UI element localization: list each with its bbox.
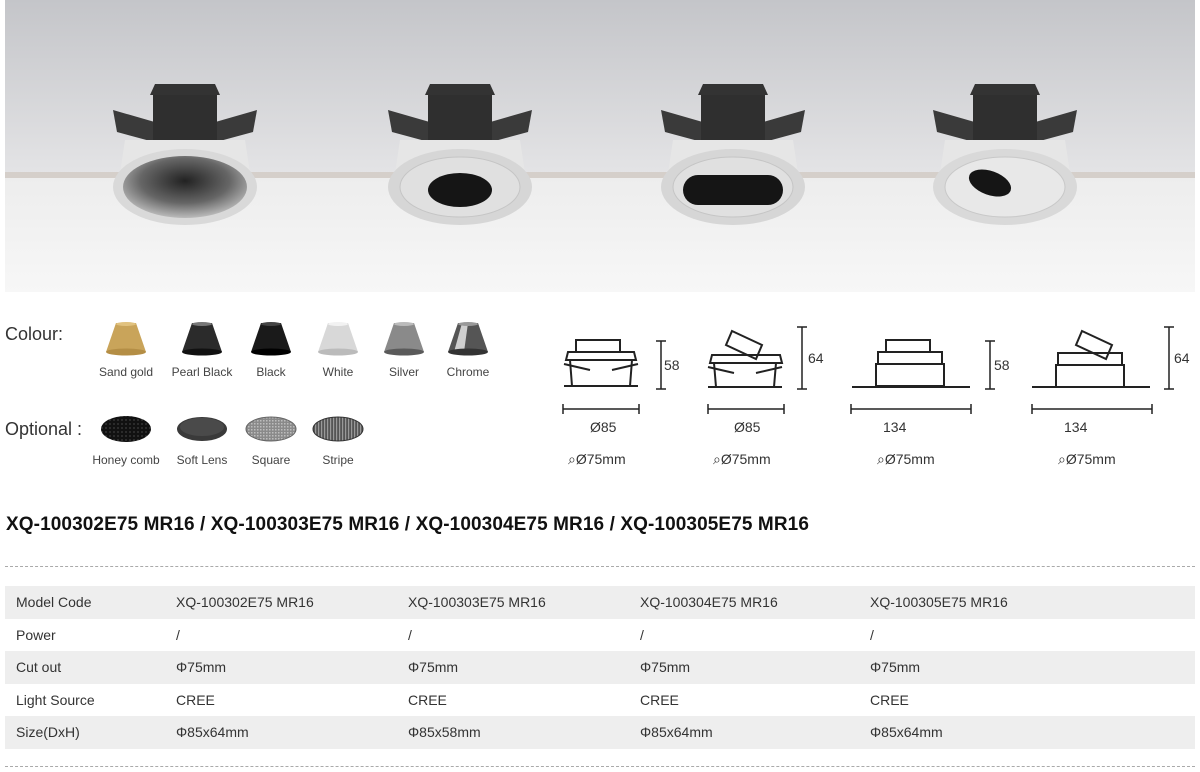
pearl-black-reflector-icon xyxy=(180,320,224,356)
cutout-row xyxy=(568,451,626,468)
cutout-value: Ø75mm xyxy=(720,451,771,467)
optional-stripe xyxy=(302,414,374,467)
optional-label: Optional : xyxy=(5,419,83,439)
colour-swatch-pearl-black xyxy=(170,320,234,379)
row-header: Model Code xyxy=(5,586,176,619)
table-cell: Φ75mm xyxy=(870,651,1195,684)
width-dimension-line xyxy=(1031,403,1153,415)
table-cell: Φ85x64mm xyxy=(176,716,408,749)
optional-label-text: Square xyxy=(251,453,291,467)
cutout-row xyxy=(1058,451,1116,468)
cutout-value: Ø75mm xyxy=(575,451,626,467)
table-cell: Φ85x58mm xyxy=(408,716,640,749)
table-row xyxy=(5,651,1195,684)
height-dimension-line xyxy=(796,326,808,390)
swatch-label: Silver xyxy=(388,365,419,379)
cutout-value: Ø75mm xyxy=(884,451,935,467)
colour-swatch-sand-gold xyxy=(94,320,158,379)
table-cell: XQ-100303E75 MR16 xyxy=(408,586,640,619)
soft-lens-icon xyxy=(176,414,228,444)
swatch-label: Black xyxy=(256,365,286,379)
width-value: Ø85 xyxy=(590,419,617,435)
table-cell: CREE xyxy=(640,691,679,708)
height-value: 58 xyxy=(994,357,1010,373)
drawing-2-outline xyxy=(704,325,794,415)
optional-soft-lens xyxy=(166,414,238,467)
table-cell: Φ75mm xyxy=(408,651,640,684)
row-header: Power xyxy=(16,626,56,643)
table-cell: CREE xyxy=(870,691,909,708)
height-value: 64 xyxy=(1174,350,1190,366)
table-cell: / xyxy=(640,626,644,643)
table-row xyxy=(5,586,1195,619)
width-value: 134 xyxy=(883,419,907,435)
cutout-icon: ⌕ xyxy=(568,451,576,467)
table-cell: XQ-100305E75 MR16 xyxy=(870,586,1195,619)
table-cell: Φ75mm xyxy=(176,651,408,684)
table-cell: Φ85x64mm xyxy=(640,716,870,749)
swatch-label: White xyxy=(322,365,354,379)
swatch-label: Chrome xyxy=(446,365,490,379)
table-cell: / xyxy=(870,626,874,643)
optional-label-text: Stripe xyxy=(322,453,354,467)
optional-label-text: Honey comb xyxy=(92,453,160,467)
square-lens-icon xyxy=(245,414,297,444)
colour-swatch-black xyxy=(239,320,303,379)
chrome-reflector-icon xyxy=(446,320,490,356)
cutout-value: Ø75mm xyxy=(1065,451,1116,467)
table-cell: CREE xyxy=(176,691,215,708)
table-cell: Φ85x64mm xyxy=(870,716,1195,749)
table-cell: Φ75mm xyxy=(640,651,870,684)
product-hero-image xyxy=(5,0,1195,292)
width-dimension-line xyxy=(850,403,972,415)
black-reflector-icon xyxy=(249,320,293,356)
row-header: Cut out xyxy=(5,651,176,684)
divider-top xyxy=(5,566,1195,567)
table-cell: XQ-100304E75 MR16 xyxy=(640,586,870,619)
width-value: 134 xyxy=(1064,419,1088,435)
cutout-row xyxy=(877,451,935,468)
white-reflector-icon xyxy=(316,320,360,356)
optional-honeycomb xyxy=(90,414,162,467)
cutout-icon: ⌕ xyxy=(877,451,885,467)
height-value: 58 xyxy=(664,357,680,373)
row-header: Size(DxH) xyxy=(5,716,176,749)
drawing-3-outline xyxy=(850,330,972,414)
width-value: Ø85 xyxy=(734,419,761,435)
table-cell: / xyxy=(176,626,180,643)
height-value: 64 xyxy=(808,350,824,366)
colour-swatch-chrome xyxy=(436,320,500,379)
optional-square xyxy=(235,414,307,467)
width-dimension-line xyxy=(707,403,785,415)
table-row xyxy=(5,684,1195,717)
table-cell: / xyxy=(408,626,412,643)
honeycomb-lens-icon xyxy=(100,414,152,444)
stripe-lens-icon xyxy=(312,414,364,444)
colour-label: Colour: xyxy=(5,324,64,344)
cutout-icon: ⌕ xyxy=(713,451,721,467)
optional-label-text: Soft Lens xyxy=(176,453,228,467)
row-header: Light Source xyxy=(16,691,95,708)
silver-reflector-icon xyxy=(382,320,426,356)
width-dimension-line xyxy=(562,403,640,415)
spec-table xyxy=(5,586,1195,749)
drawing-1-outline xyxy=(560,330,650,414)
cutout-row xyxy=(713,451,771,468)
cutout-icon: ⌕ xyxy=(1058,451,1066,467)
table-cell: XQ-100302E75 MR16 xyxy=(176,586,408,619)
table-cell: CREE xyxy=(408,691,447,708)
product-title: XQ-100302E75 MR16 / XQ-100303E75 MR16 / XQ-100304E75 MR16 / XQ-100305E75 MR16 xyxy=(6,514,809,535)
table-row xyxy=(5,716,1195,749)
table-row xyxy=(5,619,1195,652)
swatch-label: Sand gold xyxy=(98,365,154,379)
drawing-4-outline xyxy=(1030,325,1152,415)
colour-swatch-silver xyxy=(372,320,436,379)
divider-bottom xyxy=(5,766,1195,767)
swatch-label: Pearl Black xyxy=(171,365,233,379)
colour-swatch-white xyxy=(306,320,370,379)
sand-gold-reflector-icon xyxy=(104,320,148,356)
